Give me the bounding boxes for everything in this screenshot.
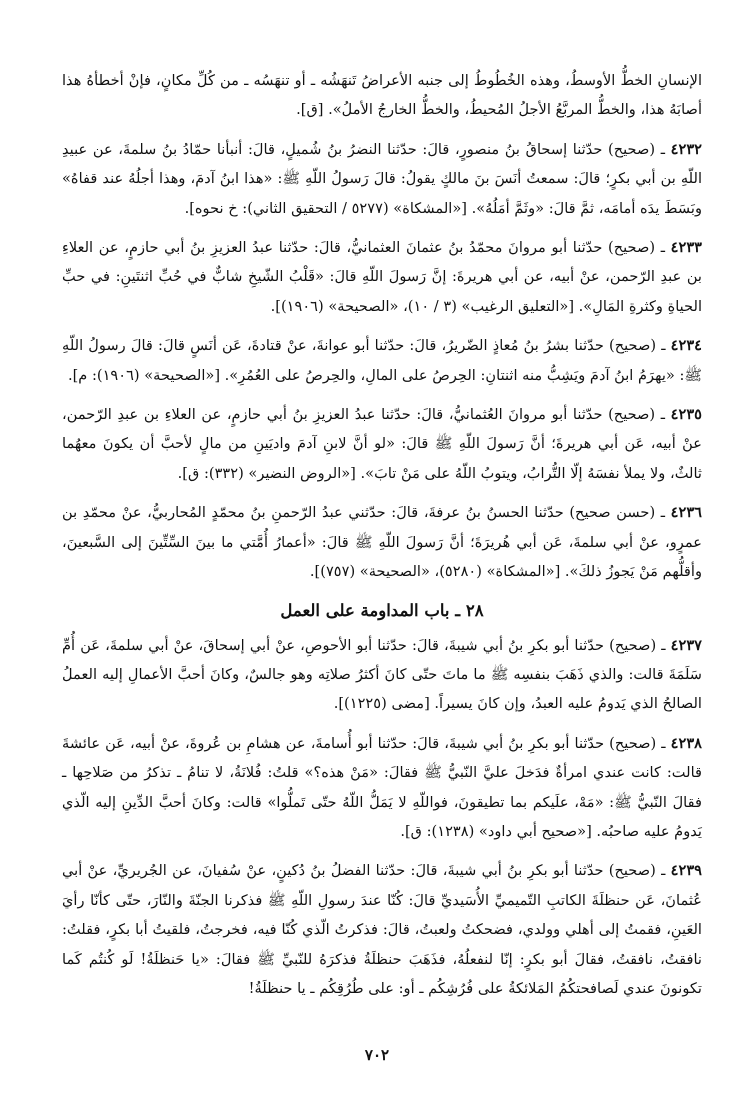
hadith-number: ٤٢٣٢ xyxy=(670,140,702,158)
page-number: ٧٠٢ xyxy=(364,1046,390,1064)
chapter-heading: ٢٨ ـ باب المداومة على العمل xyxy=(280,600,484,620)
hadith-number: ٤٢٣٧ xyxy=(670,636,702,654)
hadith-text: ـ (صحيح) حدّثنا أبو مروانَ العُثمانيُّ، قالَ: حدّثنا عبدُ العزيزِ بنُ أبي حازمٍ، عن العلاءِ بن عبدِ الرّحمن، عنْ أبيه، عَن أبي هريرةَ؛ أنَّ رَسولَ اللّهِ ﷺ قالَ: «لو أنَّ لابنِ آدمَ واديَينِ من مالٍ لأحبَّ أن يكونَ معهُما ثالثٌ، ولا يملأ نفسَهُ إلّا التُّرابُ، ويتوبُ اللّهُ على مَنْ تابَ». [«الروض النضير» (٣٣٢): ق]. xyxy=(62,406,702,482)
hadith-number: ٤٢٣٥ xyxy=(670,406,702,424)
page-body xyxy=(62,66,702,1066)
hadith-4232 xyxy=(62,135,702,223)
hadith-text: ـ (صحيح) حدّثنا بشرُ بنُ مُعاذٍ الضّريرُ، قالَ: حدّثنا أبو عوانةَ، عنْ قتادةَ، عَن أنَسٍ قالَ: قالَ رسولُ اللّهِ ﷺ: «يهرَمُ ابنُ آدمَ ويَشِبُّ منه اثنتانِ: الحِرصُ على المالِ، والحِرصُ على العُمُرِ». [«الصحيحة» (١٩٠٦): م]. xyxy=(62,337,702,384)
hadith-text: ـ (صحيح) حدّثنا أبو مروانَ محمّدُ بنُ عثمانَ العثمانيُّ، قالَ: حدّثنا عبدُ العزيزِ بنُ أبي حازمٍ، عن العلاءِ بن عبدِ الرّحمن، عنْ أبيه، عن أبي هريرةَ: إنَّ رَسولَ اللّهِ قالَ: «قَلْبُ الشّيخِ شابٌّ في حُبِّ اثنتَينِ: في حبِّ الحياةِ وكثرةِ المَالِ». [«التعليق الرغيب» (٣ / ١٠)، «الصحيحة» (١٩٠٦)]. xyxy=(62,239,702,315)
hadith-4235 xyxy=(62,400,702,488)
hadith-4234 xyxy=(62,331,702,390)
hadith-4238 xyxy=(62,729,702,847)
hadith-text: ـ (صحيح) حدّثنا إسحاقُ بنُ منصورٍ، قالَ: حدّثنا النضرُ بنُ شُميلٍ، قالَ: أنبأنا حمّادُ بنُ سلمةَ، عن عبيدِ اللّهِ بن أبي بكرٍ؛ قالَ: سمعتُ أنَسَ بنَ مالكٍ يقولُ: قالَ رَسولُ اللّهِ ﷺ: «هذا ابنُ آدمَ، وهذا أجلُهُ عند قفاهُ» وبَسَطَ يدَه أمامَه، ثمَّ قالَ: «وثَمَّ أمَلُهُ». [«المشكاة» (٥٢٧٧ / التحقيق الثاني): خ نحوه]. xyxy=(62,140,702,217)
hadith-number: ٤٢٣٨ xyxy=(670,734,702,752)
hadith-text: ـ (صحيح) حدّثنا أبو بكرِ بنُ أبي شيبةَ، قالَ: حدّثنا الفضلُ بنُ دُكينٍ، عنْ سُفيانَ، عن الجُريريِّ، عنْ أبي عُثمانَ، عَن حنظلَةَ الكاتبِ التّميميِّ الأُسَيديِّ قالَ: كُنّا عندَ رسولِ اللّهِ ﷺ فذكرنا الجنّةَ والنّارَ، حتّى كأنّا رأيَ العَينِ، فقمتُ إلى أهلي وولدي، فضحكتُ ولعبتُ، قالَ: فذكرتُ الّذي كُنّا فيه، فخرجتُ، فلقيتُ أبا بكرٍ، فقلتُ: نافقتُ، نافقتُ، فقالَ أبو بكرٍ: إنّا لنفعلُهُ، فذَهَبَ حنظلَةُ فذكرَهُ للنّبيِّ ﷺ فقالَ: «يا حَنظلَةُ! لَو كُنتُم كَما تكونونَ عندي لَصافحتكُمُ المَلائكةُ على فُرُشِكُم ـ أو: على طُرُقِكُم ـ يا حنظلَةُ! xyxy=(62,862,702,997)
hadith-number: ٤٢٣٦ xyxy=(670,504,702,522)
hadith-4233 xyxy=(62,233,702,321)
hadith-4239 xyxy=(62,856,702,1003)
hadith-4237 xyxy=(62,631,702,719)
hadith-text: ـ (صحيح) حدّثنا أبو بكرِ بنُ أبي شيبةَ، قالَ: حدّثنا أبو الأحوصِ، عنْ أبي إسحاقَ، عنْ أبي سلمةَ، عَن أُمِّ سَلَمَةَ قالت: والذي ذَهَبَ بنفسِه ﷺ ما ماتَ حتّى كانَ أكثرُ صلاتِه وهو جالسٌ، وكانَ أحبَّ الأعمالِ إليه العملُ الصالحُ الذي يَدومُ عليه العبدُ، وإن كانَ يسيراً. [مضى (١٢٢٥)]. xyxy=(62,636,702,713)
hadith-4236 xyxy=(62,498,702,586)
hadith-text: ـ (حسن صحيح) حدّثنا الحسنُ بنُ عرفةَ، قالَ: حدّثني عبدُ الرّحمنِ بنُ محمّدٍ المُحاربيُّ، عنْ محمّدِ بن عمرٍو، عنْ أبي سلمةَ، عَن أبي هُريرَةَ؛ أنَّ رَسولَ اللّهِ ﷺ قالَ: «أعمارُ أُمَّتي ما بينَ السِّتِّينَ إلى السَّبعينَ، وأقلُّهم مَنْ يَجوزُ ذلكَ». [«المشكاة» (٥٢٨٠)، «الصحيحة» (٧٥٧)]. xyxy=(62,504,702,581)
hadith-text: ـ (صحيح) حدّثنا أبو بكرِ بنُ أبي شيبةَ، قالَ: حدّثنا أبو أُسامةَ، عن هشامِ بن عُروةَ، عنْ أبيه، عَن عائشةَ قالت: كانت عندي امرأةٌ فدَخلَ عليَّ النّبيُّ ﷺ فقالَ: «مَنْ هذه؟» قلتُ: فُلانَةُ، لا تنامُ ـ تذكرُ من صَلاحِها ـ فقالَ النّبيُّ ﷺ: «مَهْ، علَيكم بما تطيقونَ، فواللّهِ لا يَمَلُّ اللّهُ حتّى تَملُّوا» قالت: وكانَ أحبَّ الدِّينِ إليه الّذي يَدومُ عليه صاحبُه. [«صحيح أبي داود» (١٢٣٨): ق]. xyxy=(62,734,702,840)
hadith-number: ٤٢٣٤ xyxy=(670,337,702,355)
hadith-number: ٤٢٣٣ xyxy=(670,239,702,257)
hadith-number: ٤٢٣٩ xyxy=(670,862,703,880)
continuation-paragraph: الإنسانِ الخطُّ الأوسطُ، وهذه الخُطُوطُ إلى جنبه الأعراضُ تَنهَشُه ـ أو تنهَسُه ـ من كُلِّ مكانٍ، فإنْ أخطأهُ هذا أصابَهُ هذا، والخطُّ المربَّعُ الأجلُ المُحيطُ، والخطُّ الخارجُ الأملُ». [ق]. xyxy=(62,72,702,119)
